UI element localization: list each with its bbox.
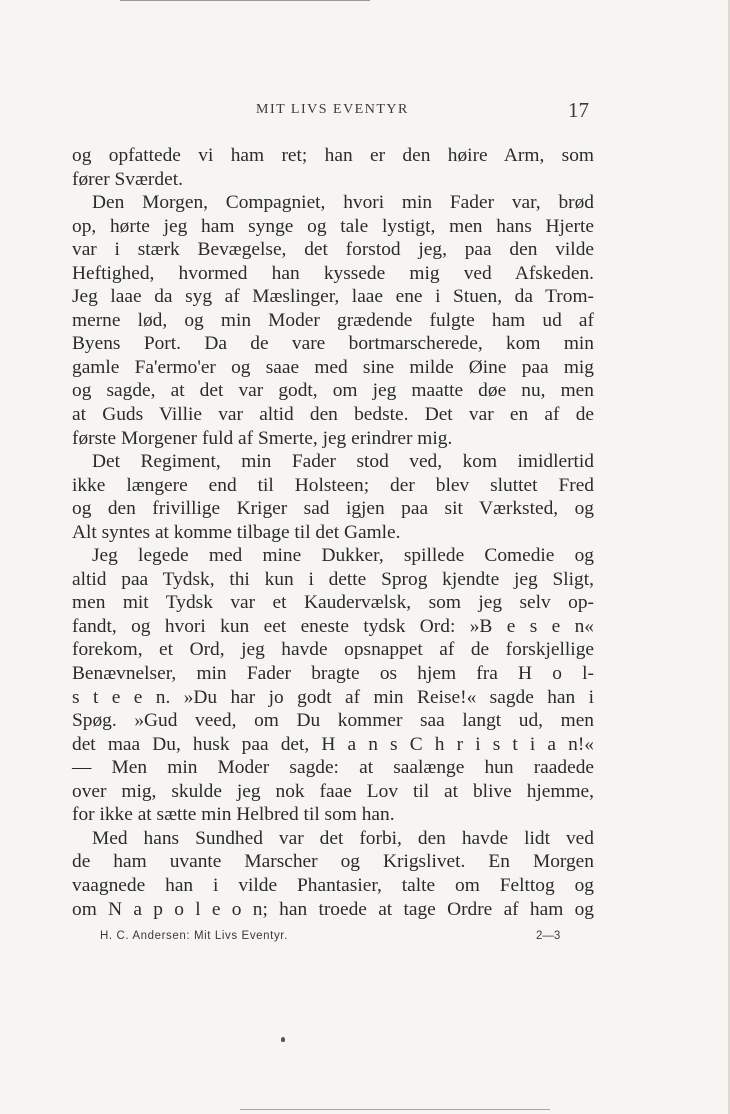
text-line: fører Sværdet. bbox=[72, 168, 183, 190]
text-line: Med hans Sundhed var det forbi, den havde lidt ved bbox=[92, 827, 594, 849]
ink-speck bbox=[281, 1037, 285, 1042]
text-line: Heftighed, hvormed han kyssede mig ved Afskeden. bbox=[72, 262, 594, 284]
text-line: Alt syntes at komme tilbage til det Gamle. bbox=[72, 521, 401, 543]
text-line: gamle Fa'ermo'er og saae med sine milde Øine paa mig bbox=[72, 356, 594, 378]
text-line: og opfattede vi ham ret; han er den høire Arm, som bbox=[72, 145, 594, 166]
text-line: Byens Port. Da de vare bortmarscherede, kom min bbox=[72, 333, 594, 355]
running-head bbox=[0, 98, 730, 128]
body-text bbox=[72, 144, 594, 921]
text-line: s t e e n. »Du har jo godt af min Reise!« sagde han i bbox=[72, 686, 594, 708]
text-line: Jeg laae da syg af Mæslinger, laae ene i Stuen, da Trom- bbox=[72, 286, 594, 308]
text-line: første Morgener fuld af Smerte, jeg erindrer mig. bbox=[72, 427, 453, 449]
text-line: for ikke at sætte min Helbred til som han. bbox=[72, 804, 395, 826]
text-line: det maa Du, husk paa det, H a n s C h r i s t i a n!« bbox=[72, 733, 594, 755]
page-footer bbox=[0, 930, 730, 950]
text-line: op, hørte jeg ham synge og tale lystigt, men hans Hjerte bbox=[72, 215, 594, 237]
footer-signature-mark: 2—3 bbox=[536, 930, 561, 942]
text-line: over mig, skulde jeg nok faae Lov til at blive hjemme, bbox=[72, 780, 594, 802]
text-line: Spøg. »Gud veed, om Du kommer saa langt ud, men bbox=[72, 710, 594, 732]
footer-author-title: H. C. Andersen: Mit Livs Eventyr. bbox=[100, 930, 288, 942]
text-line: var i stærk Bevægelse, det forstod jeg, paa den vilde bbox=[72, 239, 594, 261]
text-line: fandt, og hvori kun eet eneste tydsk Ord: »B e s e n« bbox=[72, 615, 594, 637]
text-line: forekom, et Ord, jeg havde opsnappet af de forskjellige bbox=[72, 639, 594, 661]
running-title: MIT LIVS EVENTYR bbox=[256, 102, 409, 117]
text-line: om N a p o l e o n; han troede at tage Ordre af ham og bbox=[72, 898, 594, 920]
text-line: altid paa Tydsk, thi kun i dette Sprog kjendte jeg Sligt, bbox=[72, 568, 594, 590]
text-line: vaagnede han i vilde Phantasier, talte om Felttog og bbox=[72, 874, 594, 896]
text-line: merne lød, og min Moder grædende fulgte ham ud af bbox=[72, 309, 594, 331]
text-line: ikke længere end til Holsteen; der blev sluttet Fred bbox=[72, 474, 594, 496]
text-line: Det Regiment, min Fader stod ved, kom imidlertid bbox=[92, 451, 594, 473]
text-line: — Men min Moder sagde: at saalænge hun raadede bbox=[72, 757, 594, 779]
page-number: 17 bbox=[568, 98, 589, 122]
text-line: de ham uvante Marscher og Krigslivet. En Morgen bbox=[72, 851, 594, 873]
text-line: og den frivillige Kriger sad igjen paa sit Værksted, og bbox=[72, 498, 594, 520]
text-line: Den Morgen, Compagniet, hvori min Fader var, brød bbox=[92, 192, 594, 214]
text-line: og sagde, at det var godt, om jeg maatte døe nu, men bbox=[72, 380, 594, 402]
text-line: men mit Tydsk var et Kaudervælsk, som jeg selv op- bbox=[72, 592, 594, 614]
text-line: at Guds Villie var altid den bedste. Det var en af de bbox=[72, 404, 594, 426]
text-line: Jeg legede med mine Dukker, spillede Comedie og bbox=[92, 545, 594, 567]
top-edge-rule bbox=[120, 0, 370, 1]
bottom-edge-rule bbox=[240, 1109, 550, 1110]
text-line: Benævnelser, min Fader bragte os hjem fra H o l- bbox=[72, 663, 594, 685]
